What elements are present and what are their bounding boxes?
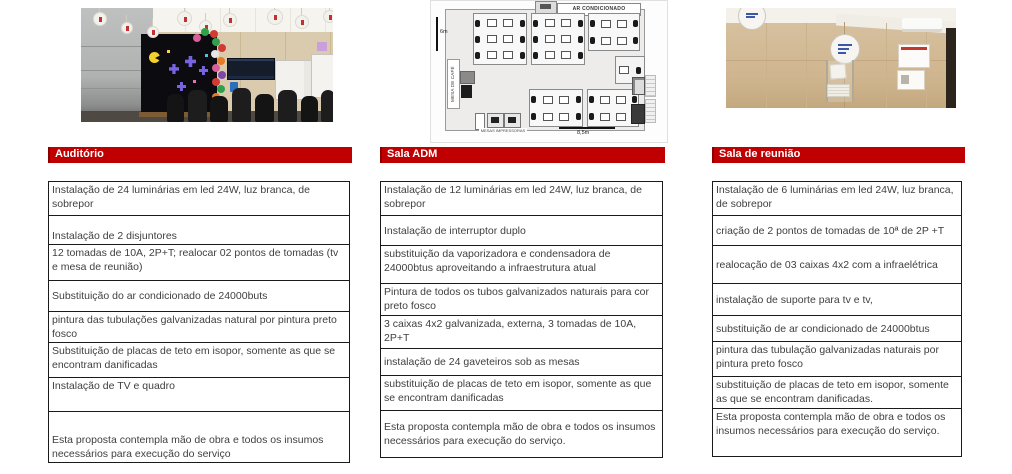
chair-icon	[633, 20, 638, 27]
chair-icon	[576, 113, 581, 120]
table-row	[49, 245, 349, 281]
monitor-icon	[600, 113, 610, 121]
wall-seam	[766, 23, 767, 108]
air-conditioner	[902, 18, 942, 32]
chair-icon	[590, 20, 595, 27]
row-text: Instalação de 6 luminárias em led 24W, luz branca, de sobrepor	[716, 184, 954, 210]
hanging-ornament	[267, 9, 283, 25]
chair-icon	[636, 67, 641, 74]
printer-icon	[504, 113, 521, 128]
ornament-string	[301, 8, 302, 15]
table-row	[381, 182, 662, 216]
monitor-icon	[487, 35, 497, 43]
row-text: pintura das tubulação galvanizadas naturais por pintura preto fosco	[716, 344, 939, 370]
table-row	[713, 409, 961, 456]
monitor-icon	[545, 51, 555, 59]
monitor-icon	[617, 37, 627, 45]
row-text: instalação de suporte para tv e tv,	[716, 293, 873, 306]
monitor-icon	[503, 35, 513, 43]
office-chair	[278, 90, 297, 122]
hanging-ornament	[93, 12, 107, 26]
chair-icon	[520, 52, 525, 59]
monitor-icon	[561, 51, 571, 59]
row-text: Esta proposta contempla mão de obra e todos os insumos necessários para execução do serviço	[52, 434, 324, 460]
balloon	[218, 44, 226, 52]
row-text: 3 caixas 4x2 galvanizada, externa, 3 tomadas de 10A, 2P+T	[384, 318, 637, 344]
table-row	[713, 182, 961, 216]
table-row	[713, 342, 961, 377]
table-row	[381, 246, 662, 284]
row-text: substituição da vaporizadora e condensadora de 24000btus aproveitando a infraestrutura atual	[384, 248, 611, 274]
table-row	[49, 343, 349, 378]
rack-papers	[829, 63, 846, 79]
wall-sign	[317, 42, 327, 51]
table-row	[713, 316, 961, 342]
table-row	[381, 376, 662, 411]
balloon	[210, 30, 218, 38]
chair-icon	[578, 36, 583, 43]
table-row	[49, 281, 349, 312]
monitor-icon	[616, 113, 626, 121]
desk-cluster	[529, 89, 583, 127]
dimension-arrow	[436, 17, 438, 51]
row-text: substituição de placas de teto em isopor, somente as que se encontram danificadas.	[716, 379, 949, 405]
ac-label: AR CONDICIONADO	[557, 3, 641, 16]
table-row	[381, 316, 662, 349]
chair-icon	[632, 96, 637, 103]
table-row	[381, 349, 662, 376]
office-chair	[210, 96, 228, 122]
monitor-icon	[545, 19, 555, 27]
chair-icon	[578, 20, 583, 27]
rack-papers	[827, 84, 850, 97]
chair-icon	[475, 20, 480, 27]
monitor-icon	[543, 96, 553, 104]
balloon	[218, 71, 226, 79]
fridge-icon	[631, 104, 645, 124]
monitor-icon	[561, 19, 571, 27]
chair-icon	[520, 20, 525, 27]
tv-screen	[227, 58, 275, 80]
office-chair	[167, 94, 184, 122]
table-row	[713, 216, 961, 246]
row-text: criação de 2 pontos de tomadas de 10ª de 2P +T	[716, 224, 945, 237]
pixel-dot	[205, 54, 208, 57]
hanging-ornament	[121, 22, 133, 34]
side-label	[645, 99, 656, 123]
table-row	[49, 216, 349, 245]
wall-seam	[806, 23, 807, 108]
row-text: Esta proposta contempla mão de obra e todos os insumos necessários para execução do serviço.	[716, 411, 946, 437]
chair-icon	[590, 37, 595, 44]
sala-adm-floorplan	[430, 0, 668, 143]
office-chair	[255, 94, 274, 122]
height-dimension	[434, 17, 446, 51]
row-text: Instalação de 12 luminárias em led 24W, luz branca, de sobrepor	[384, 184, 642, 210]
row-text: Instalação de TV e quadro	[52, 380, 175, 392]
dimension-label: 6m	[440, 29, 448, 35]
chair-icon	[576, 96, 581, 103]
monitor-icon	[487, 19, 497, 27]
chair-icon	[589, 113, 594, 120]
chair-icon	[578, 52, 583, 59]
row-text: Instalação de 2 disjuntores	[52, 230, 177, 242]
row-text: pintura das tubulações galvanizadas natural por pintura preto fosco	[52, 314, 337, 340]
office-chair	[301, 96, 318, 122]
chair-icon	[533, 36, 538, 43]
row-text: Substituição de placas de teto em isopor, somente as que se encontram danificadas	[52, 345, 336, 371]
desk-cluster	[473, 13, 527, 65]
chair-icon	[533, 52, 538, 59]
table-row	[381, 411, 662, 457]
sala-reuniao-photo	[726, 8, 956, 108]
ornament-string	[205, 13, 206, 20]
balloon	[201, 28, 209, 36]
monitor-icon	[487, 51, 497, 59]
row-text: Pintura de todos os tubos galvanizados naturais para cor preto fosco	[384, 286, 649, 312]
sala-reuniao-table	[712, 181, 962, 457]
wall-frame	[898, 44, 930, 68]
table-row	[49, 182, 349, 216]
wall-frame	[897, 70, 925, 90]
section-header-auditorio: Auditório	[48, 147, 352, 163]
balloon	[217, 85, 225, 93]
monitor-icon	[545, 35, 555, 43]
wall-seam	[886, 23, 887, 108]
table-row	[381, 216, 662, 246]
table-row	[713, 246, 961, 284]
monitor-icon	[617, 20, 627, 28]
pacman-icon	[149, 52, 160, 63]
table-row	[49, 378, 349, 412]
hanging-ornament	[223, 13, 237, 27]
printers-label: MESAS IMPRESSORAS	[480, 128, 526, 133]
monitor-icon	[543, 113, 553, 121]
hanging-ornament	[177, 11, 192, 26]
width-dimension-label: 8,5m	[577, 130, 590, 136]
pixel-dot	[167, 50, 170, 53]
monitor-icon	[559, 96, 569, 104]
hanging-ornament	[295, 15, 309, 29]
coffee-table-label: MESA DE CAFÉ	[447, 59, 460, 109]
hanging-ornament	[323, 10, 333, 23]
row-text: instalação de 24 gaveteiros sob as mesas	[384, 356, 580, 368]
table-row	[49, 412, 349, 462]
dark-door-edge	[946, 28, 956, 108]
row-text: Substituição do ar condicionado de 24000buts	[52, 290, 268, 302]
side-label	[645, 75, 656, 97]
monitor-icon	[601, 20, 611, 28]
table-row	[381, 284, 662, 316]
desk-cluster	[588, 13, 640, 51]
coffee-machine-icon	[461, 85, 472, 98]
row-text: substituição de ar condicionado de 24000btus	[716, 322, 930, 335]
chair-icon	[589, 96, 594, 103]
chair-icon	[531, 113, 536, 120]
desk-cluster	[531, 13, 585, 65]
section-header-sala-adm: Sala ADM	[380, 147, 665, 163]
row-text: realocação de 03 caixas 4x2 com a infraelétrica	[716, 258, 938, 271]
monitor-icon	[616, 96, 626, 104]
chair-icon	[633, 37, 638, 44]
monitor-icon	[619, 66, 629, 74]
monitor-icon	[559, 113, 569, 121]
chair-icon	[533, 20, 538, 27]
chair-icon	[475, 36, 480, 43]
monitor-icon	[561, 35, 571, 43]
pixel-dot	[193, 80, 196, 83]
chair-icon	[531, 96, 536, 103]
row-text: Instalação de 24 luminárias em led 24W, luz branca, de sobrepor	[52, 184, 310, 210]
hanging-ornament	[147, 26, 159, 38]
cabinet-icon	[632, 77, 645, 95]
office-chair	[188, 90, 207, 122]
row-text: substituição de placas de teto em isopor, somente as que se encontram danificadas	[384, 378, 652, 404]
printer-icon	[487, 113, 504, 128]
office-chair	[232, 88, 251, 122]
row-text: Instalação de interruptor duplo	[384, 224, 526, 237]
monitor-icon	[503, 51, 513, 59]
width-dimension-bar	[559, 127, 615, 129]
auditorio-photo	[81, 8, 333, 122]
monitor-icon	[503, 19, 513, 27]
hanging-round-sign	[738, 8, 766, 30]
coffee-table-icon	[460, 71, 475, 84]
table-row	[49, 312, 349, 343]
ornament-string	[152, 19, 153, 26]
balloon	[193, 34, 201, 42]
chair-icon	[475, 52, 480, 59]
office-chair	[321, 90, 333, 122]
table-row	[713, 377, 961, 409]
auditorio-table	[48, 181, 350, 463]
monitor-icon	[600, 96, 610, 104]
chair-icon	[520, 36, 525, 43]
monitor-icon	[601, 37, 611, 45]
table-row	[713, 284, 961, 316]
row-text: 12 tomadas de 10A, 2P+T; realocar 02 pontos de tomadas (tv e mesa de reunião)	[52, 247, 339, 273]
row-text: Esta proposta contempla mão de obra e todos os insumos necessários para execução do serviço.	[384, 421, 656, 447]
section-header-sala-reuniao: Sala de reunião	[712, 147, 965, 163]
sala-adm-table	[380, 181, 663, 458]
ornament-string	[126, 15, 127, 22]
